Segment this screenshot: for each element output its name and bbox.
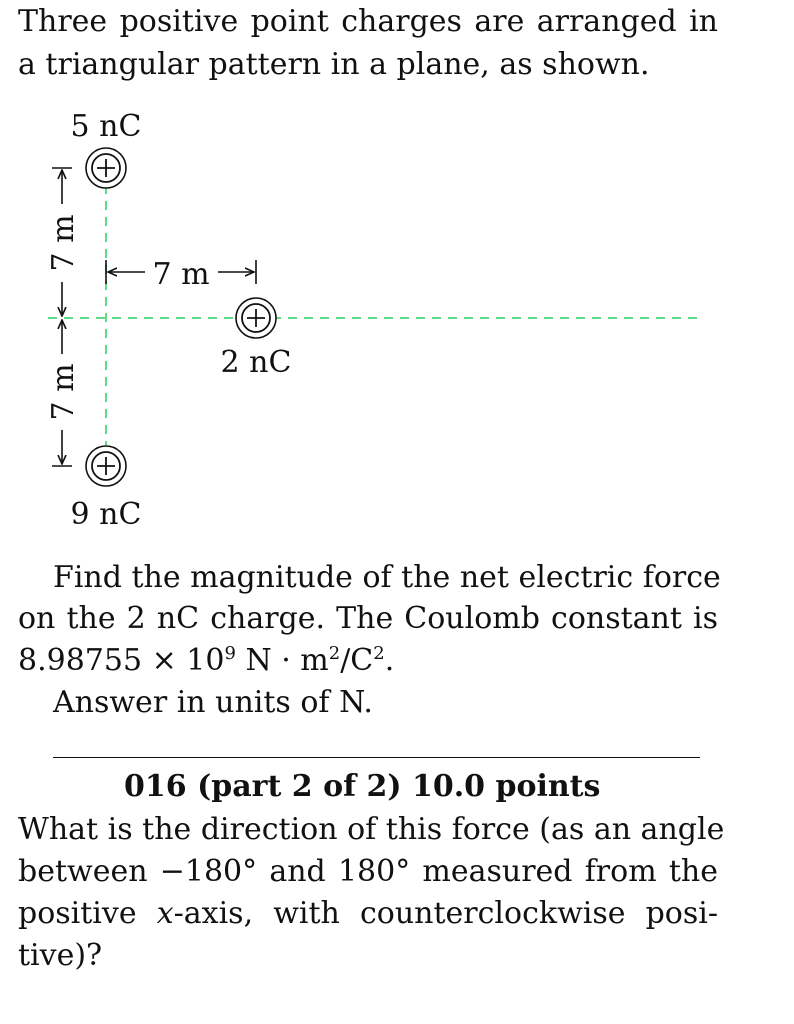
constant-units-a: N · m	[235, 643, 329, 678]
constant-units-a-exponent: 2	[328, 643, 341, 664]
constant-exponent: 9	[224, 643, 236, 664]
part2-line-2: between −180° and 180° measured from the	[18, 854, 718, 889]
part2-line-3-b: -axis, with counterclockwise posi-	[173, 896, 718, 931]
question-line-1: Find the magnitude of the net electric force	[53, 560, 721, 595]
dim-v-upper-label: 7 m	[46, 214, 81, 272]
charge-label-top: 5 nC	[70, 109, 142, 144]
part2-header: 016 (part 2 of 2) 10.0 points	[124, 769, 601, 804]
intro-line-1: Three positive point charges are arranged in	[18, 4, 718, 39]
charge-bottom	[86, 446, 126, 486]
constant-units-b: /C	[340, 643, 374, 678]
charge-top	[86, 148, 126, 188]
section-divider	[53, 757, 700, 758]
dim-h-label: 7 m	[152, 257, 210, 292]
charge-diagram	[0, 100, 794, 540]
constant-value: 8.98755 × 10	[18, 643, 225, 678]
constant-end: .	[384, 643, 395, 678]
x-variable: x	[156, 896, 174, 931]
part2-line-3-a: positive	[18, 896, 157, 931]
intro-line-2: a triangular pattern in a plane, as shown.	[18, 47, 650, 82]
constant-units-b-exponent: 2	[373, 643, 385, 664]
answer-units: Answer in units of N.	[53, 685, 373, 720]
charge-label-bottom: 9 nC	[70, 497, 142, 532]
part2-line-4: tive)?	[18, 938, 103, 973]
charge-middle	[236, 298, 276, 338]
dim-v-lower-label: 7 m	[46, 363, 81, 421]
coulomb-constant	[18, 643, 394, 678]
part2-line-1: What is the direction of this force (as an angle	[18, 812, 725, 847]
question-line-2: on the 2 nC charge. The Coulomb constant is	[18, 601, 718, 636]
part2-line-3	[18, 896, 718, 931]
charge-label-middle: 2 nC	[220, 345, 292, 380]
